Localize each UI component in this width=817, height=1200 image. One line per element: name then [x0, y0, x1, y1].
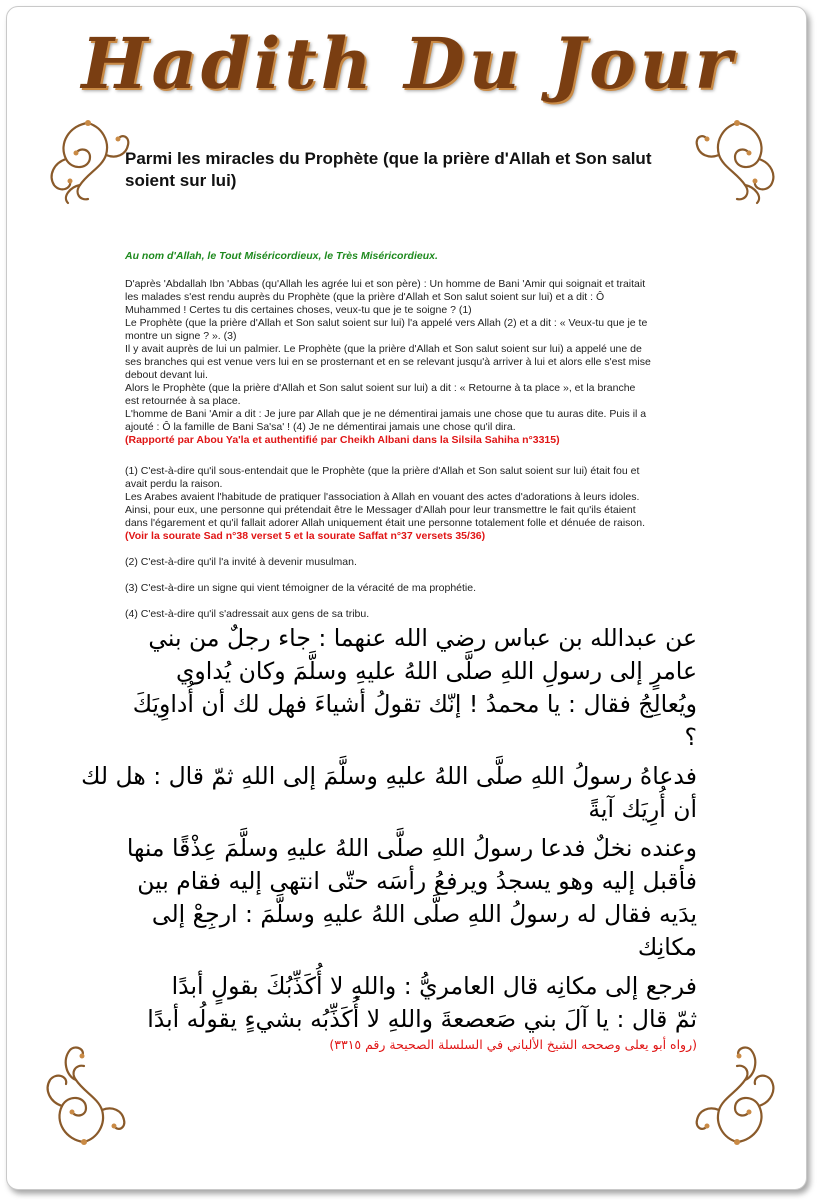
hadith-line: Le Prophète (que la prière d'Allah et Son salut soient sur lui) l'a appelé vers Allah (2) et a dit : « Veux-tu que je te [125, 317, 648, 329]
footnote-line: Les Arabes avaient l'habitude de pratiquer l'association à Allah en vouant des actes d'adorations à leurs idoles. [125, 491, 640, 503]
footnote-1-reference: (Voir la sourate Sad n°38 verset 5 et la sourate Saffat n°37 versets 35/36) [125, 530, 486, 542]
hadith-line: montre un signe ? ». (3) [125, 330, 237, 342]
flourish-ornament-bottom-left [36, 1040, 131, 1150]
arabic-line: ويُعالِجُ فقال : يا محمدُ ! إنّك تقولُ أشياءَ فهل لك أن أُداوِيَكَ [132, 690, 697, 718]
hadith-line: Il y avait auprès de lui un palmier. Le Prophète (que la prière d'Allah et Son salut soient sur lui) a appelé une de [125, 343, 642, 355]
arabic-line: وعنده نخلٌ فدعا رسولُ اللهِ صلَّى اللهُ عليهِ وسلَّمَ عِذْقًا منها [126, 834, 697, 862]
hadith-line: les malades s'est rendu auprès du Prophète (que la prière d'Allah et Son salut soient sur lui) et a dit : Ô [125, 291, 605, 303]
hadith-line: Muhammed ! Certes tu dis certaines choses, veux-tu que je te soigne ? (1) [125, 304, 472, 316]
footnote-1 [125, 465, 700, 543]
footnote-line: avait perdu la raison. [125, 478, 223, 490]
arabic-line: يدَيه فقال له رسولُ اللهِ صلَّى اللهُ عليهِ وسلَّمَ : ارجِعْ إلى [151, 900, 697, 928]
hadith-reference: (Rapporté par Abou Ya'la et authentifié par Cheikh Albani dans la Silsila Sahiha n°3315) [125, 434, 560, 446]
footnote-line: (1) C'est-à-dire qu'il sous-entendait que le Prophète (que la prière d'Allah et Son salut soient sur lui) était fou et [125, 465, 640, 477]
arabic-line: أن أُرِيَك آيةً [588, 795, 697, 823]
hadith-line: ses branches qui est venue vers lui en se prosternant et en se relevant jusqu'à arriver à lui et alors elle s'est mise [125, 356, 651, 368]
page-title: Hadith Du Jour [81, 22, 736, 105]
arabic-line: فرجع إلى مكانِه قال العامريُّ : واللهِ لا أُكَذِّبُكَ بقولٍ أبدًا [171, 972, 697, 1000]
footnote-4: (4) C'est-à-dire qu'il s'adressait aux gens de sa tribu. [125, 608, 370, 620]
flourish-ornament-bottom-right [690, 1040, 785, 1150]
flourish-ornament-top-right [690, 115, 785, 205]
hadith-line: ajouté : Ô la famille de Bani Sa'sa' ! (4) Je ne démentirai jamais une chose qu'il dira. [125, 421, 516, 433]
arabic-line: فدعاهُ رسولُ اللهِ صلَّى اللهُ عليهِ وسلَّمَ إلى اللهِ ثمّ قال : هل لك [81, 762, 697, 790]
footnote-line: Ainsi, pour eux, une personne qui prétendait être le Messager d'Allah pour leur transmettre le fait qu'ils étaient [125, 504, 636, 516]
arabic-line: ؟ [684, 723, 697, 751]
arabic-line: ثمّ قال : يا آلَ بني صَعصعةَ واللهِ لا أُكَذِّبُه بشيءٍ يقولُه أبدًا [147, 1005, 697, 1033]
hadith-arabic [81, 622, 697, 1054]
arabic-reference: (رواه أبو يعلى وصححه الشيخ الألباني في السلسلة الصحيحة رقم ٣٣١٥) [329, 1037, 697, 1052]
french-content [125, 148, 700, 621]
hadith-line: est retournée à sa place. [125, 395, 241, 407]
article-heading: Parmi les miracles du Prophète (que la prière d'Allah et Son salut soient sur lui) [125, 149, 652, 190]
arabic-line: عن عبدالله بن عباس رضي الله عنهما : جاء رجلٌ من بني [148, 624, 697, 652]
arabic-line: فأقبل إليه وهو يسجدُ ويرفعُ رأسَه حتّى انتهى إليه فقام بين [137, 867, 697, 895]
invocation-text: Au nom d'Allah, le Tout Miséricordieux, le Très Miséricordieux. [125, 250, 438, 262]
hadith-line: Alors le Prophète (que la prière d'Allah et Son salut soient sur lui) a dit : « Retourne à ta place », et la branche [125, 382, 636, 394]
arabic-line: مكانِك [637, 933, 697, 961]
hadith-line: debout devant lui. [125, 369, 208, 381]
footnote-3: (3) C'est-à-dire un signe qui vient témoigner de la véracité de ma prophétie. [125, 582, 477, 594]
footnote-2: (2) C'est-à-dire qu'il l'a invité à devenir musulman. [125, 556, 357, 568]
arabic-line: عامرٍ إلى رسولِ اللهِ صلَّى اللهُ عليهِ وسلَّمَ وكان يُداوي [175, 657, 697, 685]
flourish-ornament-top-left [40, 115, 135, 205]
footnote-line: dans l'égarement et qu'il fallait adorer Allah uniquement était une personne totalement folle et dénuée de raison. [125, 517, 646, 529]
hadith-line: D'après 'Abdallah Ibn 'Abbas (qu'Allah les agrée lui et son père) : Un homme de Bani 'Amir qui soignait et traitait [125, 278, 646, 290]
hadith-line: L'homme de Bani 'Amir a dit : Je jure par Allah que je ne démentirai jamais une chose que tu auras dite. Puis il a [125, 408, 647, 420]
hadith-french [125, 278, 700, 447]
